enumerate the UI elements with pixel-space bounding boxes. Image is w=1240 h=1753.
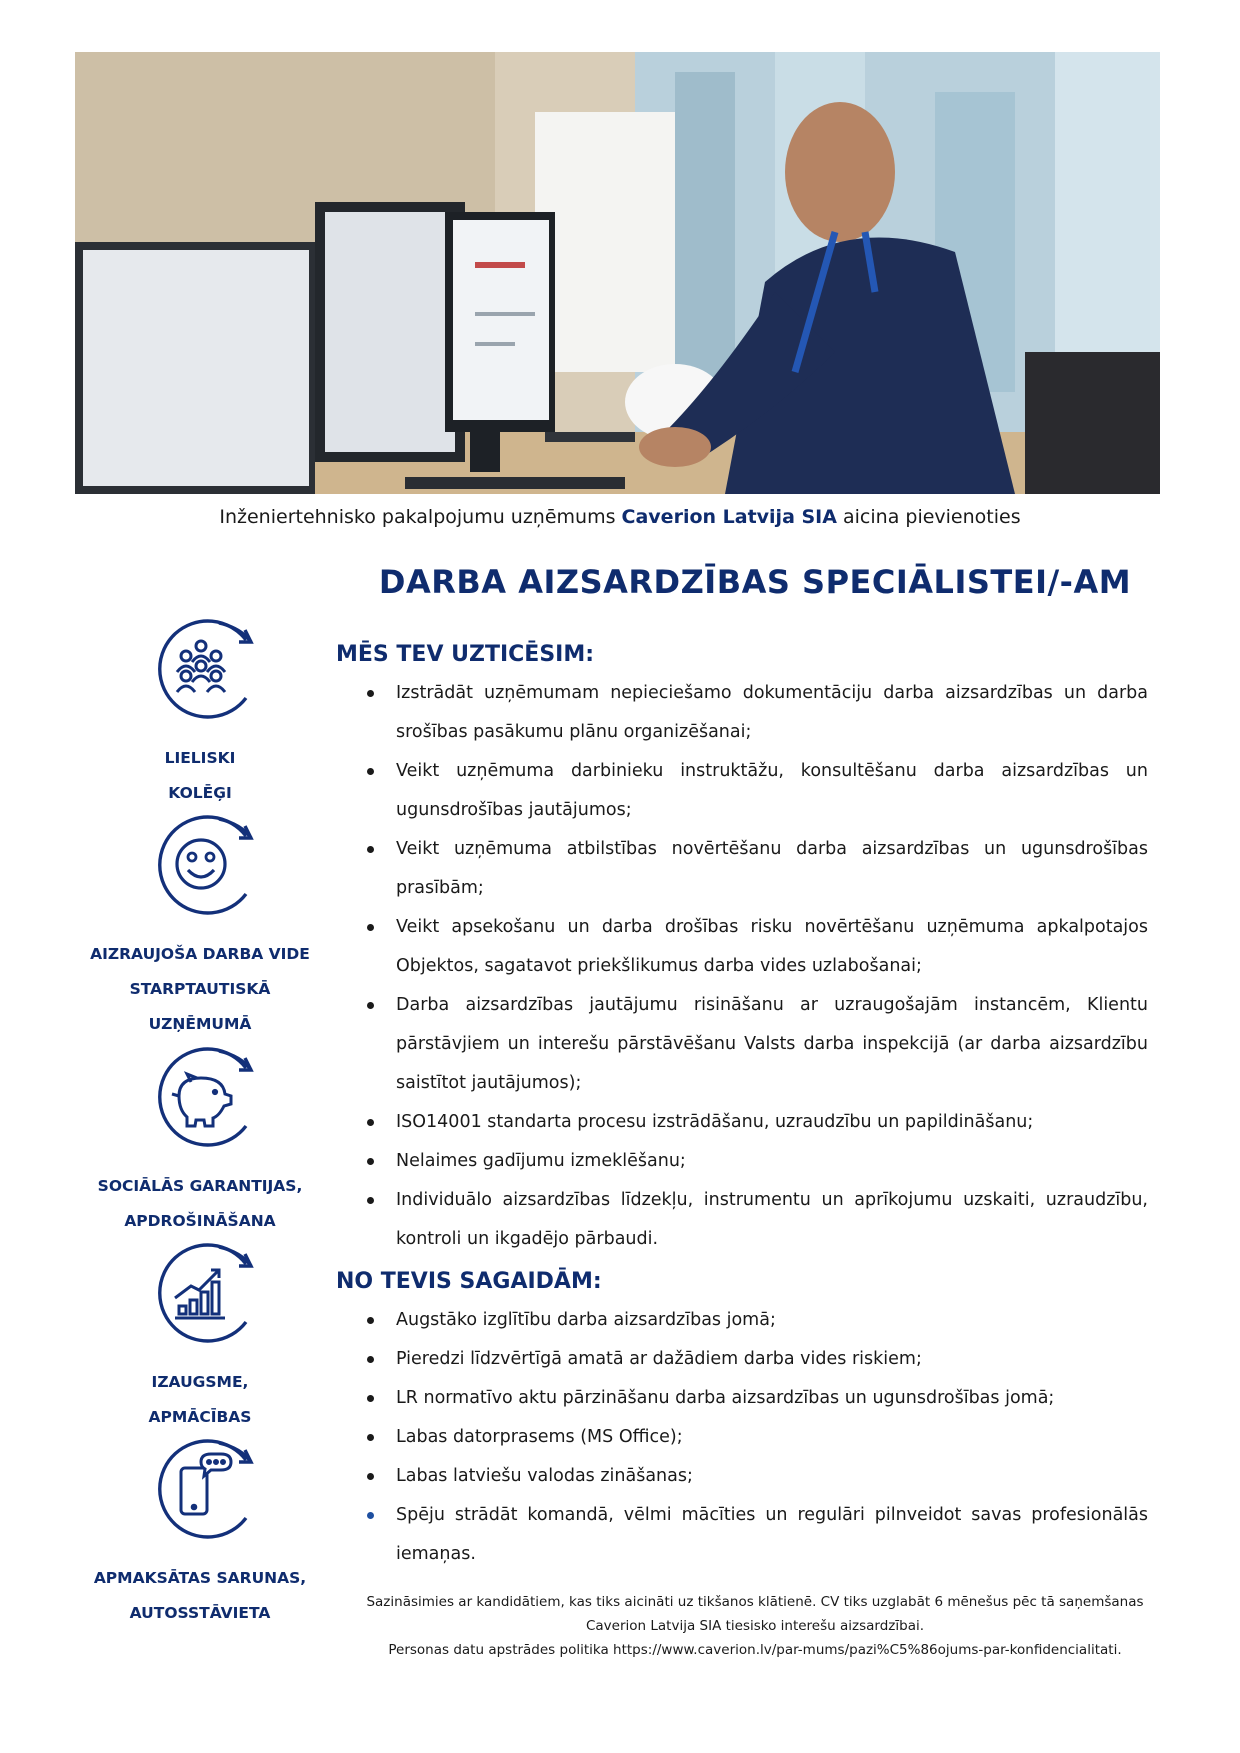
benefit-label-line1: LIELISKI — [164, 749, 236, 767]
benefit-label-line2: APMĀCĪBAS — [148, 1408, 252, 1426]
intro-text-end: aicina pievienoties — [836, 506, 1021, 528]
benefit-label-line3: UZŅĒMUMĀ — [148, 1015, 252, 1033]
list-item: LR normatīvo aktu pārzināšanu darba aizsardzības un ugunsdrošības jomā; — [396, 1379, 1148, 1418]
piggy-bank-icon — [141, 1036, 261, 1156]
responsibilities-list — [336, 674, 1148, 1259]
list-item: Labas datorprasems (MS Office); — [396, 1418, 1148, 1457]
benefit-label-line2: APDROŠINĀŠANA — [124, 1212, 276, 1230]
list-item: Darba aizsardzības jautājumu risināšanu ar uzraugošajām instancēm, Klientu pārstāvjiem un interešu pārstāvēšanu Valsts darba inspekcijā (ar darba aizsardzību saistītot jautājumos); — [396, 986, 1148, 1103]
list-item: Veikt uzņēmuma darbinieku instruktāžu, konsultēšanu darba aizsardzības un ugunsdrošības jautājumos; — [396, 752, 1148, 830]
smiley-icon — [141, 804, 261, 924]
benefit-label-line1: IZAUGSME, — [151, 1373, 249, 1391]
list-item: Nelaimes gadījumu izmeklēšanu; — [396, 1142, 1148, 1181]
footer-line: Caverion Latvija SIA tiesisko interešu aizsardzībai. — [585, 1618, 925, 1634]
benefit-label-line1: AIZRAUJOŠA DARBA VIDE — [90, 945, 310, 963]
job-title: DARBA AIZSARDZĪBAS SPECIĀLISTEI/-AM — [378, 563, 1132, 601]
responsibilities-heading: MĒS TEV UZTICĒSIM: — [336, 642, 595, 667]
list-item: Individuālo aizsardzības līdzekļu, instrumentu un aprīkojumu uzskaiti, uzraudzību, kontroli un ikgadējo pārbaudi. — [396, 1181, 1148, 1259]
phone-chat-icon — [141, 1428, 261, 1548]
growth-chart-icon — [141, 1232, 261, 1352]
intro-tagline — [0, 506, 1240, 528]
benefit-label-line2: STARPTAUTISKĀ — [129, 980, 271, 998]
list-item: Spēju strādāt komandā, vēlmi mācīties un regulāri pilnveidot savas profesionālās iemaņas. — [396, 1496, 1148, 1574]
benefit-label-line1: APMAKSĀTAS SARUNAS, — [93, 1569, 307, 1587]
footer-privacy-link[interactable]: Personas datu apstrādes politika https://www.caverion.lv/par-mums/pazi%C5%86ojums-par-konfidencialitati. — [388, 1642, 1122, 1658]
list-item: Augstāko izglītību darba aizsardzības jomā; — [396, 1301, 1148, 1340]
list-item: Izstrādāt uzņēmumam nepieciešamo dokumentāciju darba aizsardzības un darba srošības pasākumu plānu organizēšanai; — [396, 674, 1148, 752]
list-item: Labas latviešu valodas zināšanas; — [396, 1457, 1148, 1496]
list-item: Veikt uzņēmuma atbilstības novērtēšanu darba aizsardzības un ugunsdrošības prasībām; — [396, 830, 1148, 908]
intro-text: Inženiertehnisko pakalpojumu uzņēmums — [219, 506, 622, 528]
footer-line: Sazināsimies ar kandidātiem, kas tiks aicināti uz tikšanos klātienē. CV tiks uzglabāt 6 mēnešus pēc tā saņemšanas — [366, 1594, 1144, 1610]
list-item: ISO14001 standarta procesu izstrādāšanu, uzraudzību un papildināšanu; — [396, 1103, 1148, 1142]
job-description — [336, 636, 1148, 1574]
requirements-list — [336, 1301, 1148, 1574]
benefit-label-line2: AUTOSSTĀVIETA — [129, 1604, 271, 1622]
people-group-icon — [141, 608, 261, 728]
benefit-label-line1: SOCIĀLĀS GARANTIJAS, — [97, 1177, 303, 1195]
hero-photo — [75, 52, 1160, 494]
privacy-footer — [330, 1590, 1180, 1662]
benefit-label-line2: KOLĒĢI — [168, 784, 232, 802]
company-name: Caverion Latvija SIA — [621, 506, 837, 528]
list-item: Veikt apsekošanu un darba drošības risku novērtēšanu uzņēmuma apkalpotajos Objektos, sagatavot priekšlikumus darba vides uzlabošanai; — [396, 908, 1148, 986]
list-item: Pieredzi līdzvērtīgā amatā ar dažādiem darba vides riskiem; — [396, 1340, 1148, 1379]
requirements-heading: NO TEVIS SAGAIDĀM: — [336, 1269, 602, 1294]
